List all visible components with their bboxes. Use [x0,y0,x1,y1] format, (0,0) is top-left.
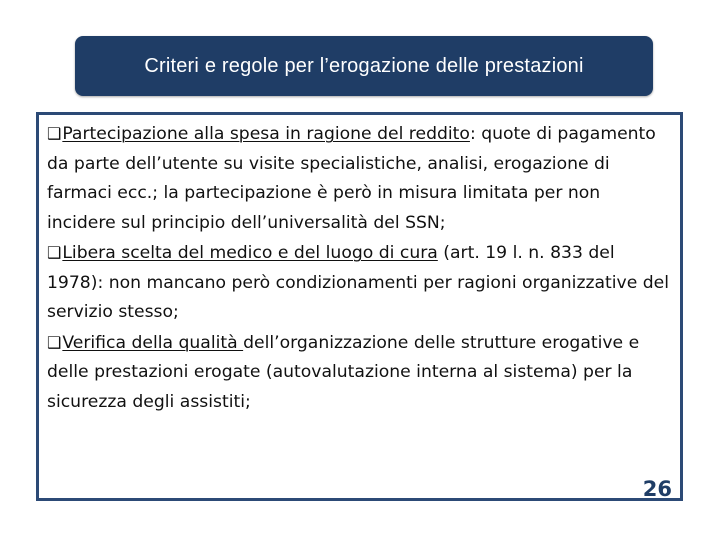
page-number: 26 [642,477,672,501]
bullet-text: dell’organizzazione delle strutture erogative e delle prestazioni erogate (autovalutazione interna al sistema) per la sicurezza degli assistiti; [47,332,640,412]
slide-title: Criteri e regole per l’erogazione delle prestazioni [144,54,584,77]
bullet-list [47,119,672,417]
hollow-square-bullet-icon: ❑ [47,124,62,143]
bullet-heading: Verifica della qualità [62,332,244,353]
content-panel [36,112,683,501]
hollow-square-bullet-icon: ❑ [47,332,62,352]
title-banner [75,36,653,96]
hollow-square-bullet-icon: ❑ [47,243,62,262]
bullet-text: : quote di pagamento da parte dell’utente su visite specialistiche, analisi, erogazione di farmaci ecc.; la partecipazione è però in misura limitata per non incidere sul principio dell’universalità del SSN; [47,124,656,233]
bullet-heading: Libera scelta del medico e del luogo di cura [62,243,438,263]
bullet-item [47,328,672,418]
bullet-item [47,238,672,328]
bullet-text: (art. 19 l. n. 833 del 1978): non mancano però condizionamenti per ragioni organizzative del servizio stesso; [47,243,670,322]
bullet-item [47,119,672,238]
bullet-heading: Partecipazione alla spesa in ragione del reddito [62,124,470,144]
